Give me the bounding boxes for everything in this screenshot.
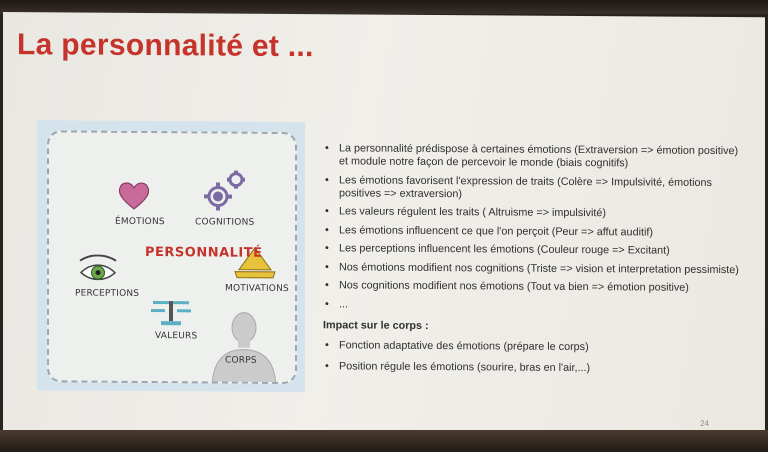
bullet-list [323, 142, 743, 313]
bullet-content [323, 142, 743, 383]
perceptions-label: PERCEPTIONS [75, 288, 140, 299]
list-item: • Nos cognitions modifient nos émotions (Tout va bien => émotion positive) [323, 279, 743, 295]
motivations-label: MOTIVATIONS [225, 283, 289, 294]
list-item: • Les valeurs régulent les traits ( Altruisme => impulsivité) [323, 205, 743, 221]
list-item: • Nos émotions modifient nos cognitions (Triste => vision et interpretation pessimiste) [323, 261, 743, 277]
list-item: • Les émotions influencent ce que l'on perçoit (Peur => affut auditif) [323, 224, 743, 240]
list-item: • Les perceptions influencent les émotions (Couleur rouge => Excitant) [323, 242, 743, 258]
emotions-label: ÉMOTIONS [115, 216, 165, 228]
eye-icon [77, 255, 119, 285]
corps-label: CORPS [225, 355, 257, 366]
list-item: • ... [323, 298, 743, 314]
gear-icon [201, 169, 247, 213]
personality-center-label: PERSONNALITÉ [145, 244, 263, 261]
valeurs-label: VALEURS [155, 331, 198, 342]
page-number: 24 [700, 418, 709, 428]
impact-list [323, 339, 743, 376]
list-item: • La personnalité prédispose à certaines émotions (Extraversion => émotion positive) et module notre façon de percevoir le monde (biais cognitifs) [323, 142, 743, 171]
list-item: • Les émotions favorisent l'expression de traits (Colère => Impulsivité, émotions positives => extraversion) [323, 174, 743, 203]
scale-icon [149, 299, 193, 327]
heart-icon [117, 181, 151, 211]
list-item: • Fonction adaptative des émotions (prépare le corps) [323, 339, 743, 355]
room-background-bottom [0, 430, 768, 452]
body-silhouette-icon [204, 309, 284, 384]
presentation-slide [3, 12, 765, 437]
cognitions-label: COGNITIONS [195, 217, 255, 228]
diagram-dashed-frame [47, 130, 297, 384]
impact-heading: Impact sur le corps : [323, 318, 429, 332]
list-item: • Position régule les émotions (sourire, bras en l'air,...) [323, 360, 743, 376]
slide-title: La personnalité et ... [17, 28, 314, 64]
personality-diagram [37, 120, 305, 392]
